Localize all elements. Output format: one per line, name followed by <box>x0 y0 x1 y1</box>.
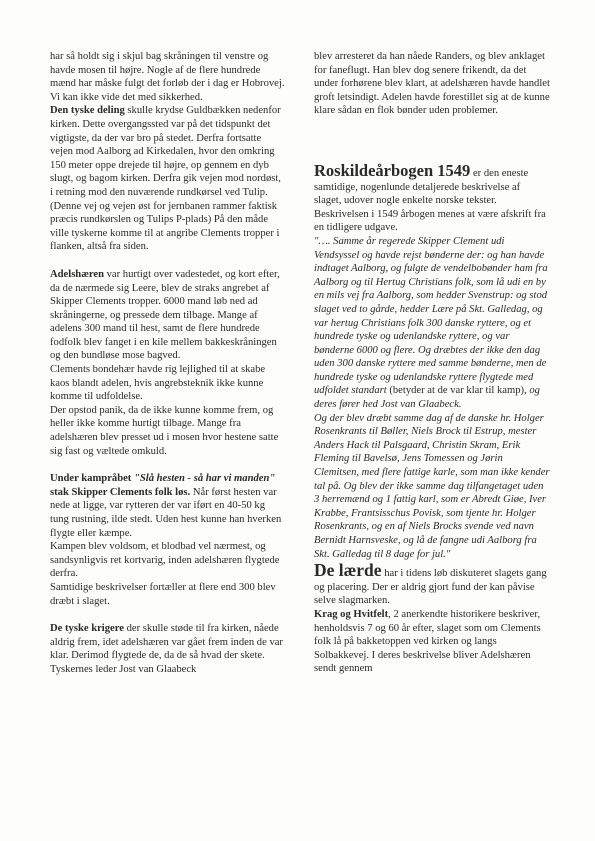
quote-yearbook-part2: Og der blev dræbt samme dag af de danske hr. Holger Rosenkrants til Bøller, Niels Brock til Estrup, mester Anders Hack til Palsgaard, Christin Skram, Erik Fleming til Bavelsø, Jens Tomessen og Jørin Clemitsen, med flere fattige karle, som man ikke kender tal på. Og blev der ikke samme dag tilfangetaget uden 3 herremænd og 1 fattig karl, som er Abredt Giøe, Iver Krabbe, Frantsisschus Povisk, som tjente hr. Holger Rosenkrants, og en af Niels Brocks svende ved navn Bernidt Harnsveske, og lå de fangne udi Aalborg fra Skt. Galledag til 8 dage for jul." <box>314 412 550 560</box>
paragraph-peasant-army: Clements bondehær havde rig lejlighed til at skabe kaos blandt adelen, hvis angrebsteknik ikke kunne komme til udfoldelse. <box>50 364 266 403</box>
left-column <box>50 50 285 677</box>
paragraph-german-division: Den tyske deling skulle krydse Guldbækken nedenfor kirken. Dette overgangssted var på det tidspunkt det vigtigste, da der var bro på stedet. Derfra fortsatte vejen mod Aalborg ad Kirkedalen, hvor den omkring 150 meter oppe drejede til højre, op gennem en dyb slugt, og bagom kirken. Derfra gik vejen mod nordøst, i retning mod den nuværende rundkørsel ved Tulip. (Denne vej og vejen øst for jernbanen rammer faktisk præcis rundkørslen og Tulips P-plads) På den måde ville tyskerne komme til at angribe Clements tropper i flanken, altså fra siden. <box>50 105 281 253</box>
quote-yearbook-part1: "…. Samme år regerede Skipper Clement udi Vendsyssel og havde rejst bønderne der: og han havde indtaget Aalborg, og fulgte de vendelbobønder ham fra Aalborg og til Hertug Christians folk, som lå udi en by en mils vej fra Aalborg, som hedder Svenstrup: og stod slaget ved to gårde, hedder Lære på Skt. Galledag, og var hertug Christians folk 300 danske ryttere, og et hundrede tyske og udenlandske ryttere, og var bønderne 6000 og flere. Og dræbtes der ikke den dag uden 300 danske ryttere med samme bønderne, men de hundrede tyske og udenlandske ryttere flygtede med udfoldet standart (betyder at de var klar til kamp), og deres fører hed Jost van Glaabeck. <box>314 235 548 411</box>
subheading-krag-hvitfelt: Krag og Hvitfelt <box>314 608 389 620</box>
paragraph-battle-cry: Under kampråbet "Slå hesten - så har vi manden" stak Skipper Clements folk løs. Når først hesten var nede at ligge, var rytteren der var iført en 40-50 kg tung rustning, ilde stedt. Uden hest kunne han hverken flygte eller kæmpe. <box>50 473 282 539</box>
right-column <box>314 50 550 676</box>
paragraph-krag-hvitfelt: Krag og Hvitfelt, 2 anerkendte historikere beskriver, henholdsvis 7 og 60 år efter, slaget som om Clements folk lå på bakketoppen ved kirken og langs Solbakkevej. I deres beskrivelse bliver Adelshæren sendt gennem <box>314 608 541 675</box>
battle-cry-quote: "Slå hesten - så har vi manden" <box>133 473 276 485</box>
paragraph-casualties: Samtidige beskrivelser fortæller at flere end 300 blev dræbt i slaget. <box>50 581 276 607</box>
heading-scholars: De lærde <box>314 560 382 581</box>
paragraph-nobility-army: Adelshæren var hurtigt over vadestedet, og kort efter, da de nærmede sig Leere, blev de straks angrebet af Skipper Clements tropper. 6000 mand løb ned ad skråningerne, og pressede dem tilbage. Mange af adelens 300 mand til hest, samt de flere hundrede fodfolk blev fanget i en kile mellem bakkeskråningen og den bundløse mose bagved. <box>50 268 280 362</box>
subheading-nobility-army: Adelshæren <box>50 268 104 280</box>
paragraph-panic: Der opstod panik, da de ikke kunne komme frem, og heller ikke komme hurtigt tilbage. Mange fra adelshæren blev presset ud i mosen hvor hestene satte sig fast og væltede omkuld. <box>50 404 279 457</box>
subheading-german-division: Den tyske deling <box>50 105 125 117</box>
subheading-german-warriors: De tyske krigere <box>50 623 124 635</box>
paragraph-german-warriors: De tyske krigere der skulle støde til fra kirken, nåede aldrig frem, idet adelshæren var gået frem inden de var klar. Derimod flygtede de, da de så hvad der skete. Tyskernes leder Jost van Glaabeck <box>50 623 283 675</box>
paragraph-scholars: De lærde har i tidens løb diskuteret slagets gang og placering. Der er aldrig gjort fund der kan påvise selve slagmarken. <box>314 560 547 607</box>
paragraph-roskilde-yearbook: Roskildeårbogen 1549 er den eneste samtidige, nogenlunde detaljerede beskrivelse af slaget, udover nogle enkelte norske tekster. Beskrivelsen i 1549 årbogen menes at være afskrift fra en tidligere udgave. <box>314 160 546 234</box>
paragraph-bloodbath: Kampen blev voldsom, et blodbad vel nærmest, og sandsynligvis ret kortvarig, inden adelshæren flygtede derfra. <box>50 541 280 580</box>
paragraph-intro: har så holdt sig i skjul bag skråningen til venstre og havde mosen til højre. Nogle af de flere hundrede mænd har måske fulgt det forløb der i dag er Hobrovej. Vi kan ikke vide det med sikkerhed. <box>50 51 285 103</box>
heading-roskilde-yearbook: Roskildeårbogen 1549 <box>314 160 471 180</box>
paragraph-arrest: blev arresteret da han nåede Randers, og blev anklaget for faneflugt. Han blev dog senere frikendt, da det under forhørene blev klart, at adelshæren havde handlet groft letsindigt. Adelen havde forestillet sig at de kunne klare sådan en flok bønder uden problemer. <box>314 51 550 117</box>
